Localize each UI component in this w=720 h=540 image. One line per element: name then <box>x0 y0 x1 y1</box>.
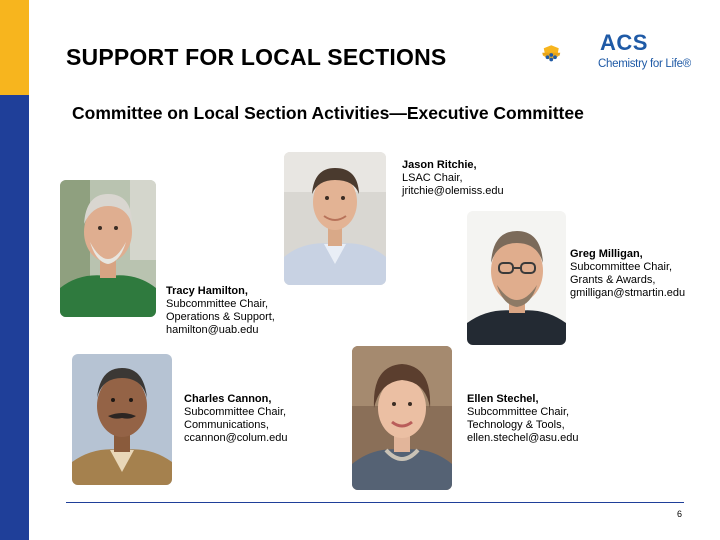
member-role: Subcommittee Chair, <box>467 406 570 418</box>
member-caption-tracy-hamilton <box>166 285 275 337</box>
member-name: Tracy Hamilton, <box>166 285 248 297</box>
tracy-hamilton-photo <box>60 180 156 317</box>
slide-title: SUPPORT FOR LOCAL SECTIONS <box>66 44 447 70</box>
member-name: Jason Ritchie, <box>402 159 477 171</box>
member-name: Ellen Stechel, <box>467 393 539 405</box>
member-email: jritchie@olemiss.edu <box>402 185 504 197</box>
member-area: Operations & Support, <box>166 311 275 323</box>
ellen-stechel-photo <box>352 346 452 490</box>
member-role: Subcommittee Chair, <box>570 261 673 273</box>
member-role: Subcommittee Chair, <box>166 298 269 310</box>
member-role: Subcommittee Chair, <box>184 406 287 418</box>
charles-cannon-photo <box>72 354 172 485</box>
member-area: Communications, <box>184 419 269 431</box>
member-caption-ellen-stechel <box>467 393 578 445</box>
member-area: Technology & Tools, <box>467 419 565 431</box>
footer-divider <box>66 502 684 503</box>
member-email: gmilligan@stmartin.edu <box>570 287 686 299</box>
greg-milligan-photo <box>467 211 566 345</box>
member-caption-jason-ritchie <box>402 159 504 198</box>
member-role: LSAC Chair, <box>402 172 463 184</box>
member-email: hamilton@uab.edu <box>166 324 259 336</box>
sidebar-orange-band <box>0 0 29 95</box>
member-name: Charles Cannon, <box>184 393 272 405</box>
jason-ritchie-photo <box>284 152 386 285</box>
acs-logo-icon <box>540 30 600 80</box>
member-name: Greg Milligan, <box>570 248 643 260</box>
page-number: 6 <box>677 509 683 519</box>
member-caption-charles-cannon <box>184 393 288 445</box>
member-area: Grants & Awards, <box>570 274 656 286</box>
member-caption-greg-milligan <box>570 248 685 300</box>
slide-subtitle: Committee on Local Section Activities—Executive Committee <box>72 103 584 123</box>
logo-wordmark: ACS <box>600 30 648 55</box>
member-email: ellen.stechel@asu.edu <box>467 432 579 444</box>
member-email: ccannon@colum.edu <box>184 432 288 444</box>
logo-tagline: Chemistry for Life® <box>598 58 691 70</box>
